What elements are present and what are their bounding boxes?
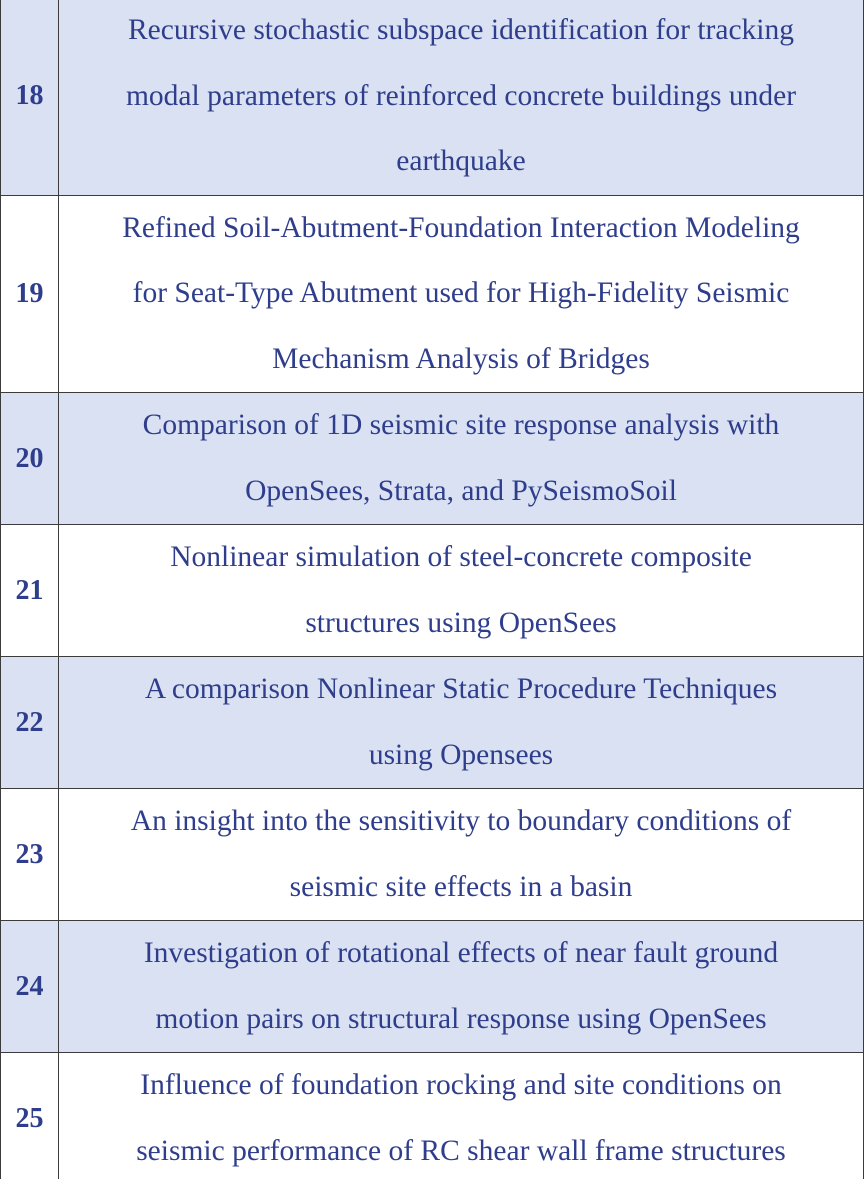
title-line: seismic performance of RC shear wall frame structures — [136, 1134, 786, 1167]
title-line: An insight into the sensitivity to boundary conditions of — [130, 805, 792, 837]
row-number: 25 — [1, 1053, 59, 1179]
table-row — [1, 195, 864, 393]
title-line: earthquake — [396, 145, 526, 177]
paper-title — [59, 657, 864, 789]
table-row — [1, 657, 864, 789]
row-number: 21 — [1, 525, 59, 657]
title-line: Refined Soil-Abutment-Foundation Interaction Modeling — [122, 211, 800, 244]
title-line: Comparison of 1D seismic site response analysis with — [142, 409, 780, 441]
title-line: Mechanism Analysis of Bridges — [272, 342, 650, 375]
paper-title — [59, 525, 864, 657]
title-line: Nonlinear simulation of steel-concrete composite — [170, 541, 752, 573]
title-line: structures using OpenSees — [305, 606, 617, 639]
title-line: Influence of foundation rocking and site conditions on — [140, 1069, 782, 1101]
row-number: 19 — [1, 195, 59, 393]
row-number: 22 — [1, 657, 59, 789]
title-line: seismic site effects in a basin — [289, 870, 633, 903]
title-line: for Seat-Type Abutment used for High-Fidelity Seismic — [132, 277, 790, 309]
title-line: A comparison Nonlinear Static Procedure Techniques — [144, 673, 778, 705]
title-line: using Opensees — [368, 738, 554, 771]
row-number: 20 — [1, 393, 59, 525]
paper-title — [59, 393, 864, 525]
title-line: Recursive stochastic subspace identification for tracking — [128, 14, 794, 46]
paper-title — [59, 1053, 864, 1179]
row-number: 23 — [1, 789, 59, 921]
row-number: 24 — [1, 921, 59, 1053]
table-row — [1, 921, 864, 1053]
table-row — [1, 525, 864, 657]
row-number: 18 — [1, 0, 59, 195]
title-line: Investigation of rotational effects of near fault ground — [143, 937, 779, 969]
table-row — [1, 393, 864, 525]
table-row — [1, 1053, 864, 1179]
title-line: motion pairs on structural response using OpenSees — [155, 1002, 767, 1035]
title-line: OpenSees, Strata, and PySeismoSoil — [245, 474, 677, 507]
title-line: modal parameters of reinforced concrete buildings under — [125, 79, 797, 112]
paper-title — [59, 195, 864, 393]
paper-title — [59, 0, 864, 195]
table-row — [1, 789, 864, 921]
paper-title — [59, 789, 864, 921]
paper-title — [59, 921, 864, 1053]
table-row — [1, 0, 864, 195]
